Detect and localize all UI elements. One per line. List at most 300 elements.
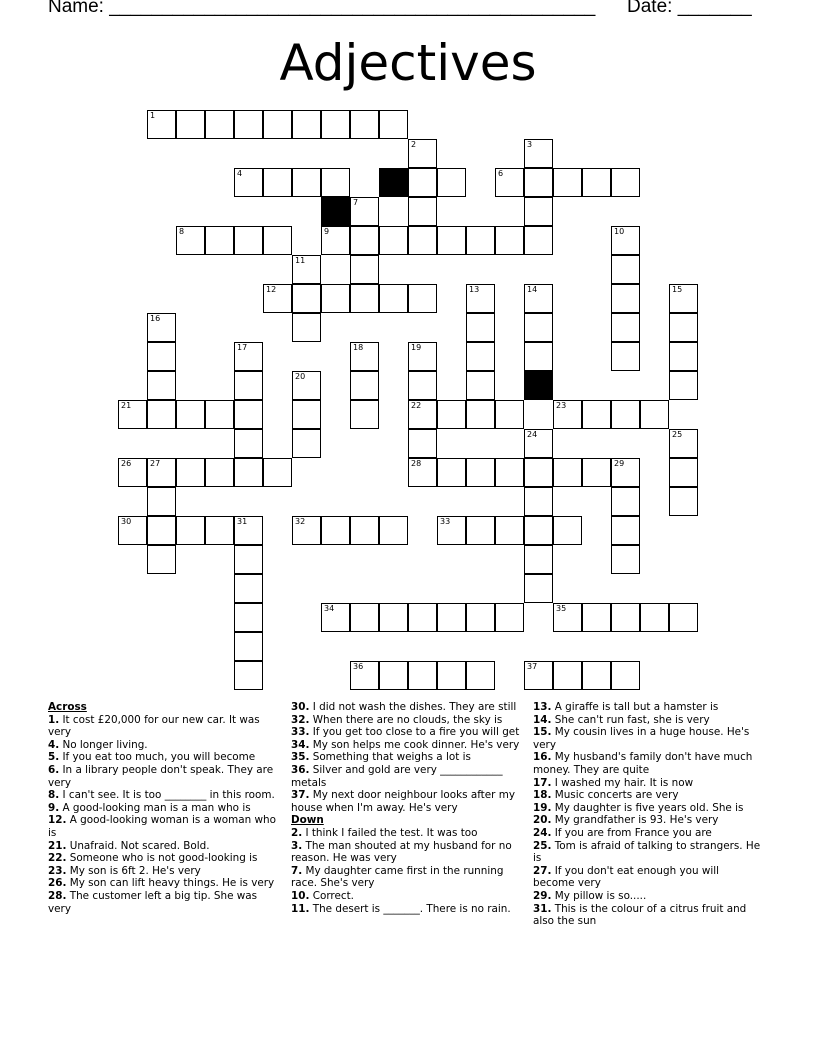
crossword-cell[interactable] [292,110,321,139]
crossword-cell[interactable] [234,226,263,255]
crossword-cell[interactable] [234,574,263,603]
clue-number-label: 34. [291,738,310,751]
clue [291,751,523,764]
clue-text: Someone who is not good-looking is [66,852,258,865]
clue-number-label: 24. [533,826,552,839]
clue-text: I can't see. It is too ________ in this room. [59,789,275,802]
crossword-cell[interactable] [669,603,698,632]
crossword-cell[interactable] [118,458,147,487]
crossword-cell[interactable] [640,400,669,429]
crossword-cell[interactable] [408,400,437,429]
crossword-cell[interactable] [524,516,553,545]
crossword-cell[interactable] [524,342,553,371]
clue-number-label: 12. [48,814,67,827]
crossword-cell[interactable] [408,226,437,255]
clue-number: 22 [411,401,422,410]
clue [48,739,280,752]
clue [291,903,523,916]
crossword-cell[interactable] [669,429,698,458]
clue-number-label: 31. [533,902,552,915]
crossword-cell[interactable] [408,168,437,197]
crossword-cell[interactable] [350,197,379,226]
crossword-cell[interactable] [437,168,466,197]
crossword-cell[interactable] [147,371,176,400]
crossword-cell[interactable] [553,400,582,429]
clue-number: 23 [556,401,567,410]
crossword-cell[interactable] [234,371,263,400]
crossword-cell[interactable] [379,226,408,255]
crossword-cell[interactable] [524,168,553,197]
clue-number: 10 [614,227,625,236]
name-field-label: Name: ______________________________________________ [48,0,596,17]
across-heading: Across [48,701,87,713]
crossword-cell[interactable] [292,313,321,342]
clue-number: 16 [150,314,161,323]
crossword-cell[interactable] [524,139,553,168]
clue-number: 35 [556,604,567,613]
clue [48,751,280,764]
crossword-cell[interactable] [466,458,495,487]
clue-number: 9 [324,227,330,236]
crossword-cell[interactable] [350,603,379,632]
clue-number: 18 [353,343,364,352]
crossword-cell[interactable] [611,313,640,342]
crossword-cell[interactable] [524,313,553,342]
clue [533,726,763,751]
clue-text: In a library people don't speak. They are very [48,763,274,789]
clue-text: If you get too close to a fire you will get [309,726,520,739]
clue-number: 29 [614,459,625,468]
clue-number-label: 29. [533,889,552,902]
crossword-cell[interactable] [437,400,466,429]
crossword-black-cell [321,197,350,226]
clue-number: 2 [411,140,417,149]
clue [48,877,280,890]
crossword-cell[interactable] [669,313,698,342]
clue-text: This is the colour of a citrus fruit and also the sun [533,902,747,928]
crossword-cell[interactable] [611,487,640,516]
crossword-cell[interactable] [669,284,698,313]
crossword-cell[interactable] [553,661,582,690]
clue-number-label: 8. [48,789,60,802]
crossword-cell[interactable] [292,429,321,458]
clue-number-label: 9. [48,801,60,814]
crossword-cell[interactable] [495,603,524,632]
crossword-cell[interactable] [495,226,524,255]
clue-text: The customer left a big tip. She was very [48,889,258,915]
crossword-cell[interactable] [321,226,350,255]
crossword-cell[interactable] [379,603,408,632]
clue [533,701,763,714]
crossword-cell[interactable] [263,110,292,139]
crossword-cell[interactable] [321,110,350,139]
clue-number-label: 17. [533,776,552,789]
clue [291,827,523,840]
crossword-cell[interactable] [524,661,553,690]
clue-text: A good-looking man is a man who is [59,801,251,814]
clue-text: If you eat too much, you will become [59,751,256,764]
crossword-cell[interactable] [611,255,640,284]
crossword-cell[interactable] [669,458,698,487]
clues-column-3 [533,701,763,928]
clue-number: 20 [295,372,306,381]
crossword-cell[interactable] [234,516,263,545]
clue [48,840,280,853]
crossword-cell[interactable] [147,545,176,574]
crossword-cell[interactable] [350,284,379,313]
clue-number-label: 28. [48,889,67,902]
page-title: Adjectives [279,34,537,92]
crossword-cell[interactable] [118,516,147,545]
crossword-cell[interactable] [582,400,611,429]
crossword-cell[interactable] [408,458,437,487]
clue-text: My husband's family don't have much money. They are quite [533,751,753,776]
clue-number: 6 [498,169,504,178]
crossword-cell[interactable] [582,661,611,690]
clue-number-label: 7. [291,864,303,877]
crossword-cell[interactable] [234,168,263,197]
clue-text: Correct. [309,889,354,902]
crossword-cell[interactable] [205,226,234,255]
crossword-cell[interactable] [176,226,205,255]
crossword-cell[interactable] [321,168,350,197]
crossword-cell[interactable] [495,168,524,197]
clue-text: When there are no clouds, the sky is [309,713,503,726]
crossword-cell[interactable] [408,661,437,690]
crossword-cell[interactable] [408,371,437,400]
crossword-cell[interactable] [147,342,176,371]
crossword-cell[interactable] [234,458,263,487]
clue-number-label: 30. [291,701,310,713]
crossword-cell[interactable] [524,487,553,516]
crossword-cell[interactable] [669,371,698,400]
clue-number-label: 35. [291,751,310,764]
clue-number-label: 10. [291,889,310,902]
clue-text: My daughter came first in the running race. She's very [291,864,504,890]
crossword-cell[interactable] [669,342,698,371]
clue [533,751,763,776]
crossword-cell[interactable] [321,516,350,545]
clue [291,714,523,727]
clue-number-label: 32. [291,713,310,726]
clue-text: It cost £20,000 for our new car. It was very [48,713,260,739]
crossword-cell[interactable] [466,226,495,255]
clue-text: My son helps me cook dinner. He's very [309,738,520,751]
crossword-cell[interactable] [524,545,553,574]
crossword-cell[interactable] [408,429,437,458]
crossword-cell[interactable] [466,400,495,429]
clue [48,852,280,865]
clue [533,827,763,840]
crossword-cell[interactable] [408,284,437,313]
clue [48,789,280,802]
clue-number-label: 19. [533,801,552,814]
crossword-cell[interactable] [350,110,379,139]
clue [48,764,280,789]
clue-number: 37 [527,662,538,671]
clue-number: 4 [237,169,243,178]
clue [48,714,280,739]
crossword-cell[interactable] [205,110,234,139]
crossword-cell[interactable] [437,603,466,632]
crossword-cell[interactable] [263,226,292,255]
crossword-cell[interactable] [350,371,379,400]
crossword-cell[interactable] [466,371,495,400]
crossword-cell[interactable] [408,603,437,632]
clue-number: 27 [150,459,161,468]
clue-text: My cousin lives in a huge house. He's very [533,726,750,751]
clue [533,903,763,928]
crossword-cell[interactable] [611,284,640,313]
crossword-cell[interactable] [582,603,611,632]
crossword-cell[interactable] [524,284,553,313]
clue [533,777,763,790]
clue [291,865,523,890]
crossword-cell[interactable] [379,516,408,545]
crossword-cell[interactable] [408,197,437,226]
clue-number-label: 1. [48,713,60,726]
crossword-cell[interactable] [234,429,263,458]
crossword-cell[interactable] [292,516,321,545]
crossword-cell[interactable] [611,458,640,487]
clue-text: A giraffe is tall but a hamster is [551,701,719,713]
clue-number-label: 5. [48,751,60,764]
crossword-cell[interactable] [350,516,379,545]
crossword-cell[interactable] [611,603,640,632]
crossword-cell[interactable] [582,168,611,197]
clues-column-2 [291,701,523,915]
crossword-cell[interactable] [437,661,466,690]
clue [533,865,763,890]
crossword-cell[interactable] [495,516,524,545]
clue-text: The desert is _______. There is no rain. [309,902,511,915]
clue [48,865,280,878]
clues-column-1 [48,701,280,915]
clue-number: 26 [121,459,132,468]
crossword-cell[interactable] [176,110,205,139]
clue [48,814,280,839]
crossword-cell[interactable] [553,168,582,197]
crossword-cell[interactable] [147,458,176,487]
crossword-cell[interactable] [408,139,437,168]
clue-number: 1 [150,111,156,120]
crossword-cell[interactable] [263,458,292,487]
clue [291,764,523,789]
crossword-cell[interactable] [292,284,321,313]
crossword-cell[interactable] [176,458,205,487]
clue-number-label: 6. [48,763,60,776]
crossword-cell[interactable] [292,168,321,197]
clue-number-label: 37. [291,789,310,802]
crossword-cell[interactable] [147,487,176,516]
clue-number: 5 [382,169,388,178]
clue-text: My pillow is so..... [551,889,647,902]
clue-text: Tom is afraid of talking to strangers. He is [533,839,761,865]
crossword-cell[interactable] [582,458,611,487]
crossword-cell[interactable] [611,516,640,545]
crossword-cell[interactable] [640,603,669,632]
clue-number: 17 [237,343,248,352]
clue-number: 3 [527,140,533,149]
crossword-cell[interactable] [408,342,437,371]
crossword-cell[interactable] [350,661,379,690]
crossword-black-cell [379,168,408,197]
crossword-cell[interactable] [611,342,640,371]
clue [533,714,763,727]
clue-number-label: 16. [533,751,552,764]
crossword-cell[interactable] [234,661,263,690]
crossword-cell[interactable] [234,110,263,139]
crossword-cell[interactable] [350,342,379,371]
crossword-cell[interactable] [553,458,582,487]
crossword-cell[interactable] [611,168,640,197]
clue-number-label: 33. [291,726,310,739]
clue-number: 28 [411,459,422,468]
crossword-cell[interactable] [263,284,292,313]
clue-text: I think I failed the test. It was too [302,826,478,839]
clue-number: 14 [527,285,538,294]
clue-text: Unafraid. Not scared. Bold. [66,839,210,852]
clue-text: If you don't eat enough you will become very [533,864,720,890]
clue-text: No longer living. [59,738,148,751]
clue-number-label: 14. [533,713,552,726]
clue-text: Something that weighs a lot is [309,751,471,764]
crossword-cell[interactable] [176,516,205,545]
clue [291,789,523,814]
clue-number: 24 [527,430,538,439]
crossword-cell[interactable] [234,632,263,661]
clue-number-label: 23. [48,864,67,877]
clue-number: 34 [324,604,335,613]
clue-text: Music concerts are very [551,789,679,802]
crossword-cell[interactable] [263,168,292,197]
crossword-cell[interactable] [379,661,408,690]
clue-number-label: 22. [48,852,67,865]
crossword-cell[interactable] [205,516,234,545]
crossword-cell[interactable] [379,284,408,313]
crossword-cell[interactable] [611,545,640,574]
clue-text: My son is 6ft 2. He's very [66,864,201,877]
crossword-cell[interactable] [234,400,263,429]
crossword-cell[interactable] [524,458,553,487]
clue-number-label: 4. [48,738,60,751]
crossword-cell[interactable] [147,516,176,545]
crossword-cell[interactable] [118,400,147,429]
crossword-cell[interactable] [292,400,321,429]
clue-number: 31 [237,517,248,526]
crossword-cell[interactable] [321,284,350,313]
clue-number-label: 25. [533,839,552,852]
crossword-cell[interactable] [437,516,466,545]
clue-text: I did not wash the dishes. They are still [309,701,517,713]
clue-number-label: 13. [533,701,552,713]
crossword-cell[interactable] [669,487,698,516]
clue-number: 11 [295,256,306,265]
clue-number: 15 [672,285,683,294]
crossword-cell[interactable] [611,400,640,429]
crossword-cell[interactable] [611,661,640,690]
crossword-cell[interactable] [292,371,321,400]
crossword-cell[interactable] [466,342,495,371]
clue-text: My daughter is five years old. She is [551,801,744,814]
clue-text: A good-looking woman is a woman who is [48,814,276,839]
clue-number-label: 27. [533,864,552,877]
crossword-cell[interactable] [611,226,640,255]
crossword-cell[interactable] [176,400,205,429]
crossword-cell[interactable] [379,110,408,139]
crossword-cell[interactable] [466,661,495,690]
clue-number: 12 [266,285,277,294]
crossword-cell[interactable] [147,110,176,139]
date-field-label: Date: _______ [627,0,752,17]
crossword-cell[interactable] [205,458,234,487]
crossword-cell[interactable] [466,516,495,545]
clue-number-label: 2. [291,826,303,839]
clue-text: My son can lift heavy things. He is very [66,877,275,890]
clue-number-label: 26. [48,877,67,890]
clue [533,789,763,802]
clue-number-label: 15. [533,726,552,739]
crossword-cell[interactable] [466,313,495,342]
crossword-cell[interactable] [147,400,176,429]
crossword-cell[interactable] [524,197,553,226]
clue-text: If you are from France you are [551,826,712,839]
crossword-cell[interactable] [350,226,379,255]
crossword-cell[interactable] [437,458,466,487]
clue-number: 8 [179,227,185,236]
crossword-cell[interactable] [321,603,350,632]
crossword-black-cell [524,371,553,400]
clue-text: Silver and gold are very ____________ metals [291,763,503,789]
crossword-cell[interactable] [350,255,379,284]
crossword-cell[interactable] [466,284,495,313]
crossword-cell[interactable] [147,313,176,342]
clue-number: 13 [469,285,480,294]
clue-number: 30 [121,517,132,526]
crossword-cell[interactable] [350,400,379,429]
clue [291,726,523,739]
crossword-cell[interactable] [292,255,321,284]
crossword-cell[interactable] [205,400,234,429]
clue-number: 19 [411,343,422,352]
crossword-cell[interactable] [524,226,553,255]
clue-number: 33 [440,517,451,526]
crossword-cell[interactable] [466,603,495,632]
crossword-cell[interactable] [234,545,263,574]
clue-number: 25 [672,430,683,439]
crossword-cell[interactable] [495,458,524,487]
clue-number: 36 [353,662,364,671]
clue-text: I washed my hair. It is now [551,776,694,789]
clue-number-label: 20. [533,814,552,827]
crossword-cell[interactable] [495,400,524,429]
clue-text: She can't run fast, she is very [551,713,710,726]
crossword-cell[interactable] [553,603,582,632]
clue-text: My next door neighbour looks after my house when I'm away. He's very [291,789,515,814]
clue [533,890,763,903]
crossword-cell[interactable] [437,226,466,255]
clue [291,840,523,865]
clue-text: My grandfather is 93. He's very [551,814,719,827]
crossword-cell[interactable] [234,603,263,632]
clue [533,840,763,865]
clue-number: 21 [121,401,132,410]
crossword-cell[interactable] [553,516,582,545]
crossword-cell[interactable] [524,574,553,603]
crossword-cell[interactable] [524,429,553,458]
crossword-cell[interactable] [234,342,263,371]
clue-number: 7 [353,198,359,207]
